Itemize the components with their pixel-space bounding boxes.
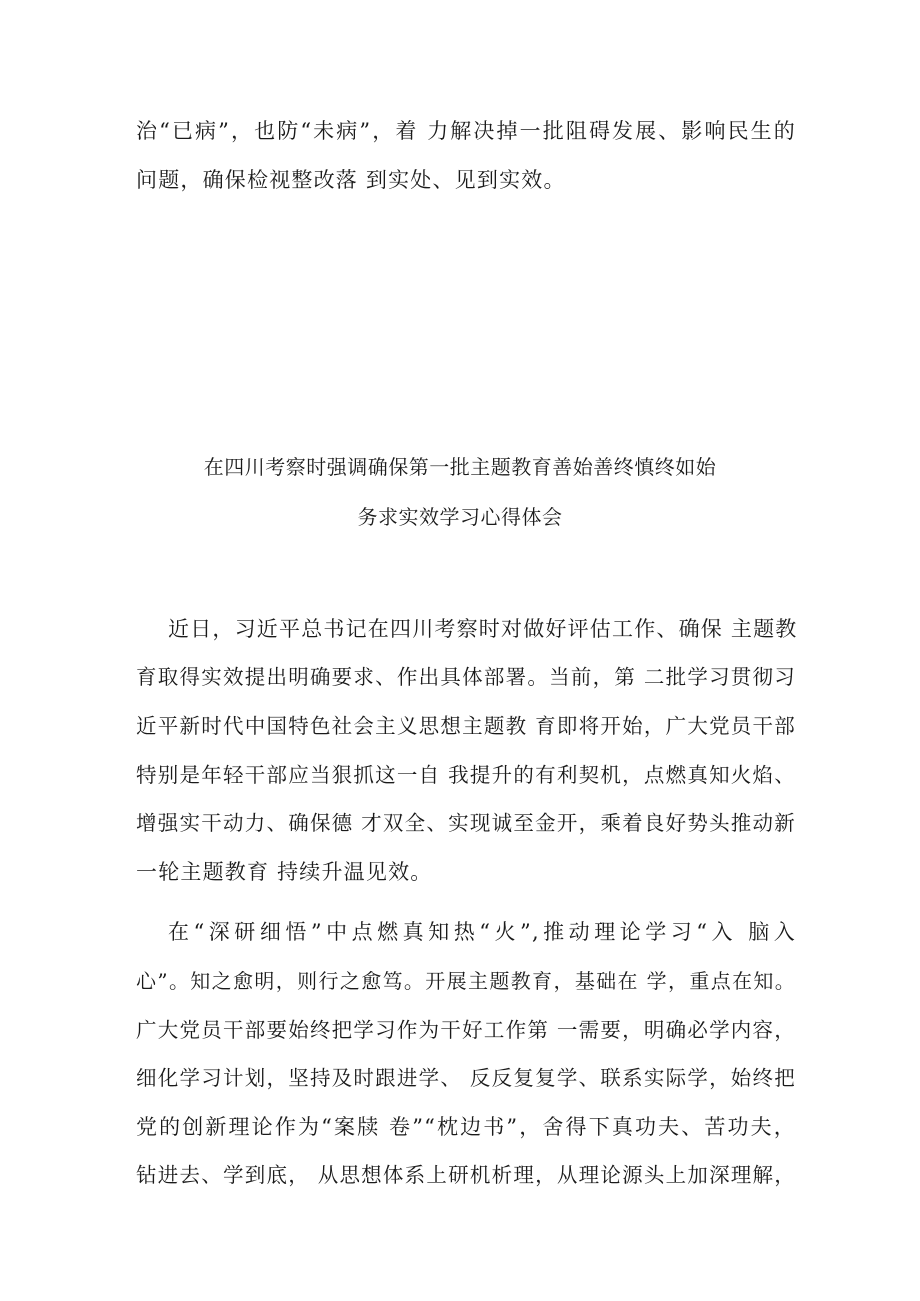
para1-line-5: 增强实干动力、确保德 才双全、实现诚至金开，乘着良好势头推动新 [136, 811, 796, 835]
para2-line-1: 在“深研细悟”中点燃真知热“火”,推动理论学习“入 脑入 [168, 920, 796, 944]
para1-line-3: 近平新时代中国特色社会主义思想主题教 育即将开始，广大党员干部 [136, 714, 796, 738]
intro-line-2: 问题，确保检视整改落 到实处、见到实效。 [136, 168, 566, 192]
para2-line-4: 细化学习计划，坚持及时跟进学、 反反复复学、联系实际学，始终把 [136, 1066, 796, 1090]
para2-line-3: 广大党员干部要始终把学习作为干好工作第 一需要，明确必学内容， [136, 1018, 796, 1042]
para1-line-6: 一轮主题教育 持续升温见效。 [136, 860, 433, 884]
para1-line-1: 近日，习近平总书记在四川考察时对做好评估工作、确保 主题教 [168, 617, 798, 641]
article-title-line-1: 在四川考察时强调确保第一批主题教育善始善终慎终如始 [203, 455, 717, 479]
article-title-line-2: 务求实效学习心得体会 [357, 505, 563, 529]
para1-line-2: 育取得实效提出明确要求、作出具体部署。当前，第 二批学习贯彻习 [136, 665, 796, 689]
para2-line-2: 心”。知之愈明，则行之愈笃。开展主题教育，基础在 学，重点在知。 [136, 969, 796, 993]
para2-line-5: 党的创新理论作为“案牍 卷”“枕边书”，舍得下真功夫、苦功夫， [136, 1115, 796, 1139]
intro-line-1: 治“已病”，也防“未病”，着 力解决掉一批阻碍发展、影响民生的 [136, 119, 796, 143]
para1-line-4: 特别是年轻干部应当狠抓这一自 我提升的有利契机，点燃真知火焰、 [136, 763, 796, 787]
para2-line-6: 钻进去、学到底， 从思想体系上研机析理，从理论源头上加深理解， [136, 1163, 796, 1187]
